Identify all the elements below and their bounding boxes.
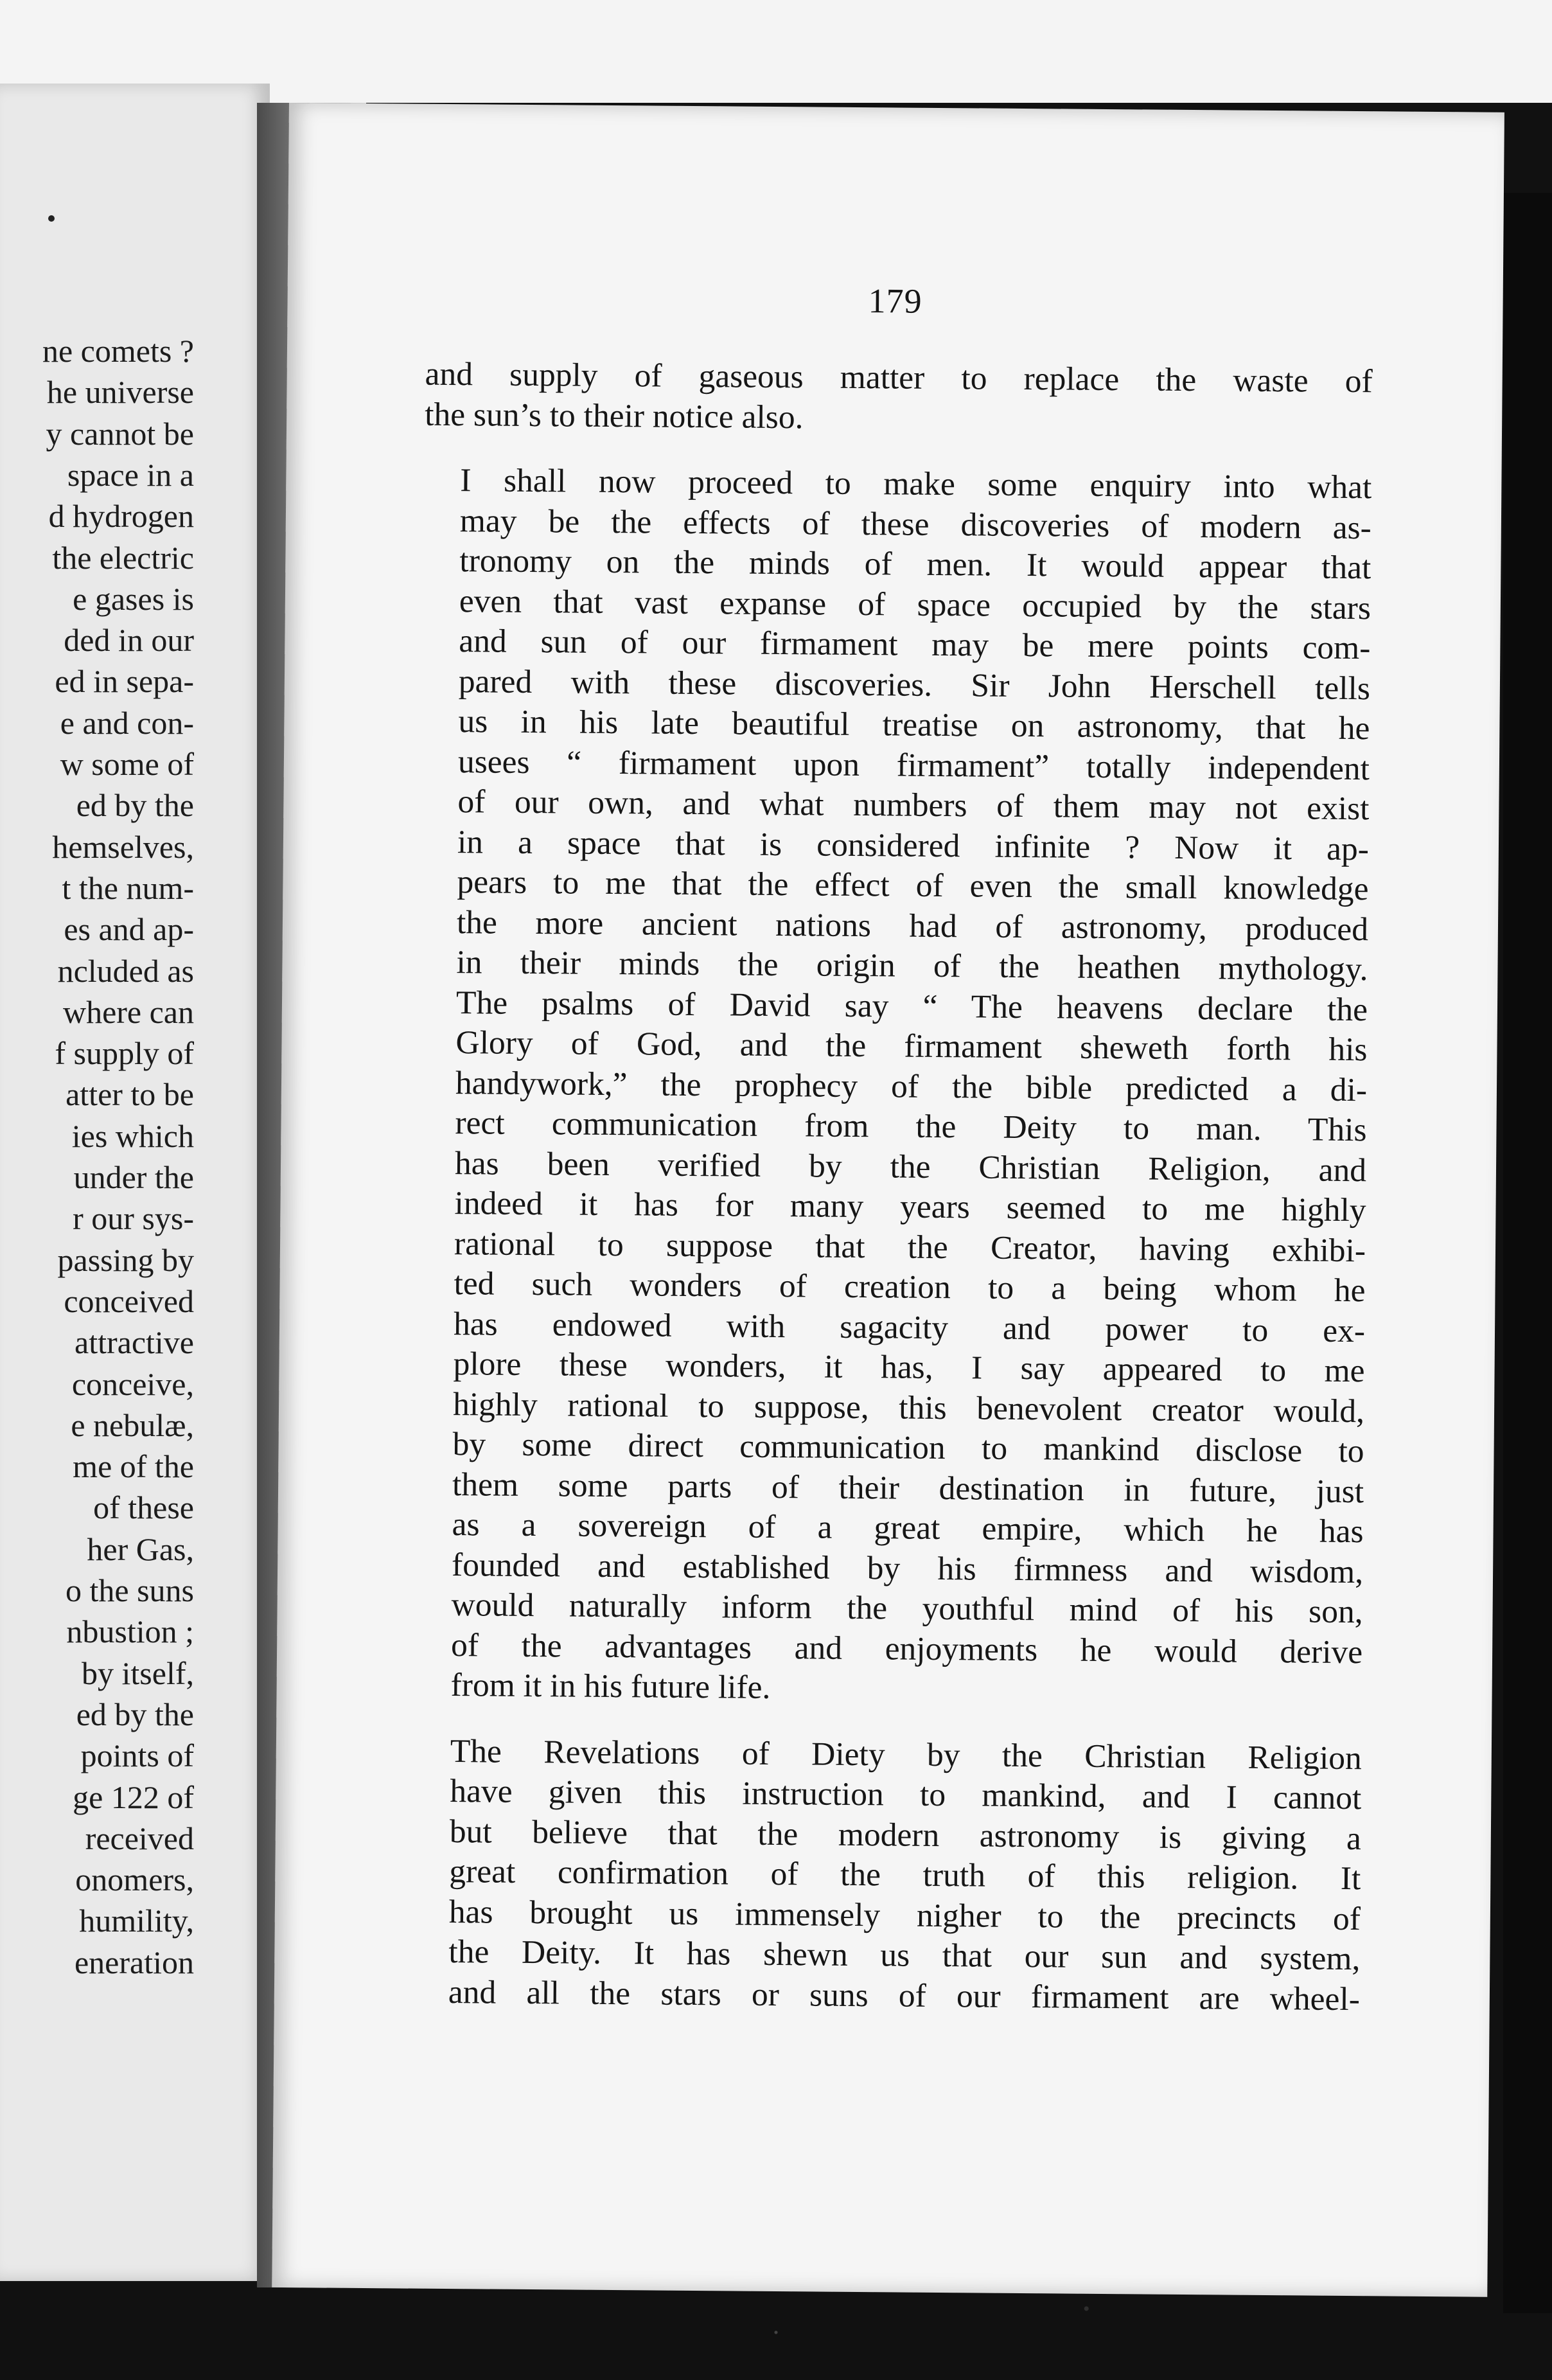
scan-right-edge — [1503, 193, 1552, 2313]
left-page-line: e gases is — [73, 580, 194, 617]
text-line: I shall now proceed to make some enquiry into what — [460, 462, 1372, 506]
text-line: and supply of gaseous matter to replace the waste of — [425, 355, 1373, 400]
left-page-line: e nebulæ, — [71, 1407, 194, 1443]
left-page-line: he universe — [46, 374, 194, 411]
left-page-line: w some of — [60, 746, 194, 782]
left-page-line: ge 122 of — [73, 1779, 194, 1815]
left-page-line: atter to be — [66, 1076, 194, 1113]
text-line: from it in his future life. — [450, 1667, 771, 1706]
left-page-line: conceived — [64, 1283, 194, 1319]
left-page-line: passing by — [57, 1241, 194, 1278]
text-line: by some direct communication to mankind disclose to — [452, 1426, 1364, 1470]
left-page-line: of these — [93, 1489, 194, 1526]
text-line: rect communication from the Deity to man. This — [455, 1105, 1367, 1149]
text-line: The Revelations of Diety by the Christian Religion — [450, 1732, 1362, 1777]
text-line: of our own, and what numbers of them may not exist — [457, 783, 1370, 828]
text-line: highly rational to suppose, this benevolent creator would, — [452, 1385, 1365, 1430]
left-page-line: space in a — [67, 456, 194, 493]
text-line: in their minds the origin of the heathen mythology. — [456, 944, 1368, 988]
left-page-line: points of — [80, 1737, 194, 1774]
text-line: have given this instruction to mankind, and I cannot — [450, 1773, 1362, 1817]
left-page-line: ded in our — [64, 622, 194, 659]
text-line: us in his late beautiful treatise on astronomy, that he — [458, 703, 1370, 747]
left-page-line: e and con- — [60, 704, 194, 741]
text-line: pears to me that the effect of even the small knowledge — [457, 864, 1369, 908]
left-page-line: by itself, — [82, 1655, 194, 1691]
left-page-line: ies which — [71, 1117, 194, 1154]
text-line: handywork,” the prophecy of the bible predicted a di- — [455, 1064, 1368, 1108]
left-page-line: conceive, — [71, 1365, 194, 1402]
left-page-line: ncluded as — [57, 952, 194, 989]
text-line: has endowed with sagacity and power to ex- — [453, 1305, 1366, 1349]
paragraph — [412, 1731, 1362, 2020]
text-line: and all the stars or suns of our firmament are wheel- — [448, 1973, 1361, 2018]
text-line: them some parts of their destination in future, just — [452, 1466, 1364, 1510]
text-line: would naturally inform the youthful mind of his son, — [451, 1586, 1363, 1631]
left-page-line: es and ap- — [64, 911, 194, 948]
left-page-line: hemselves, — [52, 828, 194, 865]
text-line: and sun of our firmament may be mere points com- — [459, 623, 1371, 667]
left-page-line: received — [85, 1820, 194, 1856]
text-line: the Deity. It has shewn us that our sun and system, — [448, 1933, 1361, 1978]
text-line: The psalms of David say “ The heavens declare the — [455, 984, 1368, 1028]
text-line: but believe that the modern astronomy is giving a — [449, 1813, 1362, 1857]
page-body — [412, 355, 1373, 2020]
text-line: Glory of God, and the firmament sheweth forth his — [455, 1024, 1368, 1069]
left-page-line: ne comets ? — [42, 333, 194, 369]
left-page-line: d hydrogen — [48, 498, 194, 535]
text-line: in a space that is considered infinite ? Now it ap- — [457, 823, 1370, 867]
left-page-line: onomers, — [75, 1861, 194, 1898]
text-line: ted such wonders of creation to a being whom he — [454, 1265, 1366, 1310]
text-line: rational to suppose that the Creator, having exhibi- — [454, 1225, 1366, 1269]
text-line: as a sovereign of a great empire, which he has — [452, 1506, 1364, 1550]
text-line: great confirmation of the truth of this religion. It — [449, 1853, 1361, 1897]
left-page-line: eneration — [74, 1944, 194, 1980]
text-line: plore these wonders, it has, I say appeared to me — [453, 1345, 1365, 1390]
text-line: the sun’s to their notice also. — [424, 396, 804, 436]
right-page — [272, 103, 1504, 2297]
text-line: even that vast expanse of space occupied by the stars — [459, 582, 1371, 626]
left-page-line: under the — [73, 1159, 194, 1195]
left-page-line: humility, — [79, 1903, 194, 1939]
text-line: has been verified by the Christian Religion, and — [454, 1144, 1367, 1189]
ink-dot — [48, 215, 55, 222]
left-page-line: her Gas, — [87, 1531, 194, 1567]
left-page-line: y cannot be — [46, 415, 194, 452]
left-page-line: ed in sepa- — [55, 663, 194, 700]
left-page-line: nbustion ; — [66, 1613, 194, 1650]
left-page-line: t the num- — [62, 869, 194, 906]
text-line: tronomy on the minds of men. It would appear that — [459, 542, 1371, 587]
left-facing-page — [0, 84, 270, 2281]
left-page-line: me of the — [73, 1448, 194, 1485]
page-number: 179 — [868, 281, 922, 321]
left-page-line: ed by the — [76, 787, 194, 824]
left-page-line: ed by the — [76, 1696, 194, 1732]
left-page-line: f supply of — [55, 1035, 194, 1072]
text-line: has brought us immensely nigher to the precincts of — [448, 1893, 1361, 1937]
text-line: pared with these discoveries. Sir John Herschell tells — [458, 662, 1371, 707]
left-page-line: the electric — [52, 539, 194, 576]
text-line: of the advantages and enjoyments he would derive — [450, 1626, 1363, 1671]
text-line: indeed it has for many years seemed to me highly — [454, 1185, 1366, 1229]
text-line: the more ancient nations had of astronomy, produced — [456, 903, 1369, 948]
left-page-line: o the suns — [66, 1572, 194, 1608]
text-line: founded and established by his firmness and wisdom, — [451, 1546, 1364, 1590]
left-page-line: r our sys- — [73, 1200, 194, 1237]
left-page-line: attractive — [75, 1324, 194, 1361]
text-line: may be the effects of these discoveries of modern as- — [459, 502, 1372, 546]
left-page-line: where can — [62, 993, 194, 1030]
paragraph — [414, 461, 1371, 1713]
paragraph — [425, 355, 1373, 443]
text-line: usees “ firmament upon firmament” totally independent — [457, 743, 1370, 787]
